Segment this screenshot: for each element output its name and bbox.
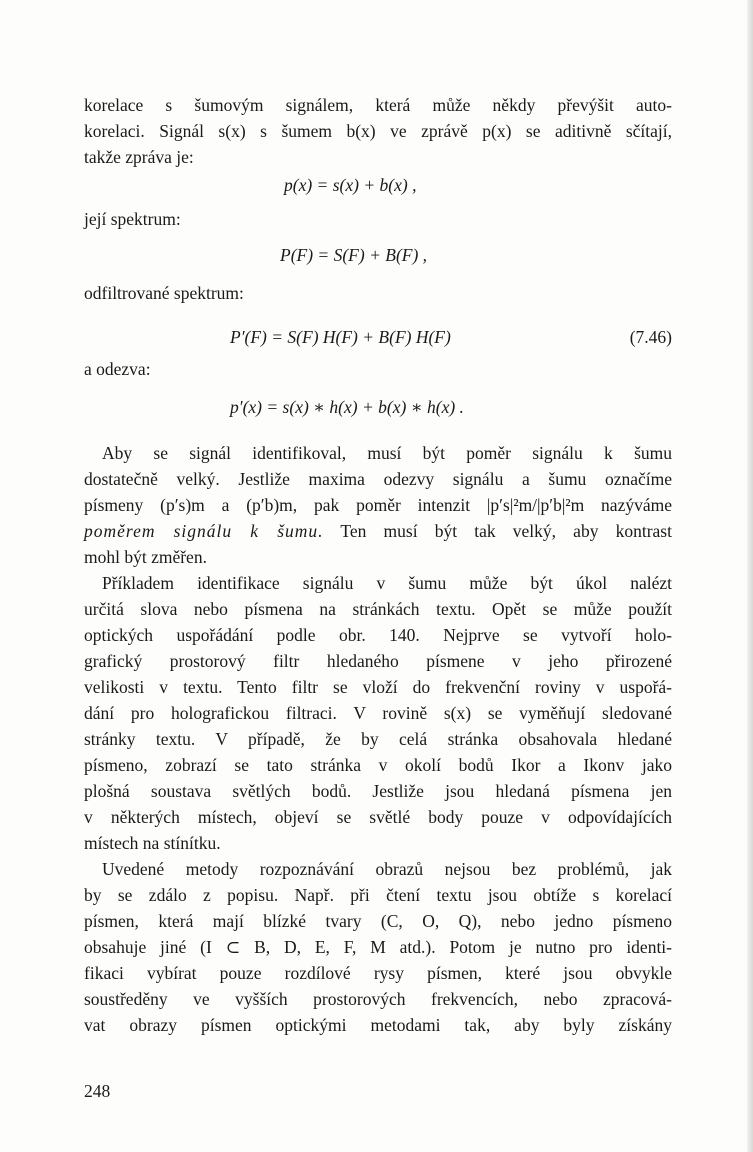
text-line: místech na stínítku. [84,833,221,853]
equation-formula: P′(F) = S(F) H(F) + B(F) H(F) [230,327,451,347]
text-line: dání pro holografickou filtraci. V rovině s(x) se vyměňují sledované [84,703,672,723]
text-line: korelaci. Signál s(x) s šumem b(x) ve zprávě p(x) se aditivně sčítají, [84,121,672,141]
paragraph-recognition-problems [84,856,672,1038]
text-block [84,92,672,1038]
text-line: optických uspořádání podle obr. 140. Nejprve se vytvoří holo- [84,625,672,645]
text-line: písmen, která mají blízké tvary (C, O, Q), nebo jedno písmeno [84,911,672,931]
label-spectrum: její spektrum: [84,209,181,229]
text-line: stránky textu. V případě, že by celá stránka obsahovala hledané [84,729,672,749]
text-line: by se zdálo z popisu. Např. při čtení textu jsou obtíže s korelací [84,885,672,905]
equation-formula: p′(x) = s(x) ∗ h(x) + b(x) ∗ h(x) . [230,397,464,417]
text-line: písmeny (p′s)m a (p′b)m, pak poměr intenzit |p′s|²m/|p′b|²m nazýváme [84,495,672,515]
equation-response [230,394,672,420]
equation-spectrum [280,242,672,268]
text-line: grafický prostorový filtr hledaného písmene v jeho přirozené [84,651,672,671]
page-number: 248 [84,1081,111,1101]
text-line: Příkladem identifikace signálu v šumu může být úkol nalézt [102,573,672,593]
text-line [84,518,672,544]
defined-term: poměrem signálu k šumu. [84,521,324,541]
equation-number: (7.46) [629,327,672,347]
text-line: Aby se signál identifikoval, musí být poměr signálu k šumu [102,443,672,463]
text-span: Ten musí být tak velký, aby kontrast [323,521,672,541]
text-line: písmeno, zobrazí se tato stránka v okolí bodů Ikor a Ikonv jako [84,755,672,775]
text-line: v některých místech, objeví se světlé body pouze v odpovídajících [84,807,672,827]
label-response: a odezva: [84,359,151,379]
text-line: soustředěny ve vyšších prostorových frekvencích, nebo zpracová- [84,989,672,1009]
text-line: Uvedené metody rozpoznávání obrazů nejsou bez problémů, jak [102,859,672,879]
text-line: mohl být změřen. [84,547,207,567]
text-line: obsahuje jiné (I ⊂ B, D, E, F, M atd.). Potom je nutno pro identi- [84,937,672,957]
paragraph-identification-example [84,570,672,856]
equation-formula: p(x) = s(x) + b(x) , [284,175,417,195]
text-line: takže zpráva je: [84,147,194,167]
text-line: velikosti v textu. Tento filtr se vloží do frekvenční roviny v uspořá- [84,677,672,697]
text-line: určitá slova nebo písmena na stránkách textu. Opět se může použít [84,599,672,619]
paragraph-signal-noise [84,440,672,570]
page-edge [747,0,753,1152]
equation-formula: P(F) = S(F) + B(F) , [280,245,428,265]
text-line: fikaci vybírat pouze rozdílové rysy písmen, které jsou obvykle [84,963,672,983]
text-line: plošná soustava světlých bodů. Jestliže jsou hledaná písmena jen [84,781,672,801]
label-filtered-spectrum: odfiltrované spektrum: [84,283,244,303]
text-line: vat obrazy písmen optickými metodami tak, aby byly získány [84,1015,672,1035]
text-line: korelace s šumovým signálem, která může někdy převýšit auto- [84,95,672,115]
text-line: dostatečně velký. Jestliže maxima odezvy signálu a šumu označíme [84,469,672,489]
equation-message [284,172,672,198]
equation-filtered [230,324,672,350]
